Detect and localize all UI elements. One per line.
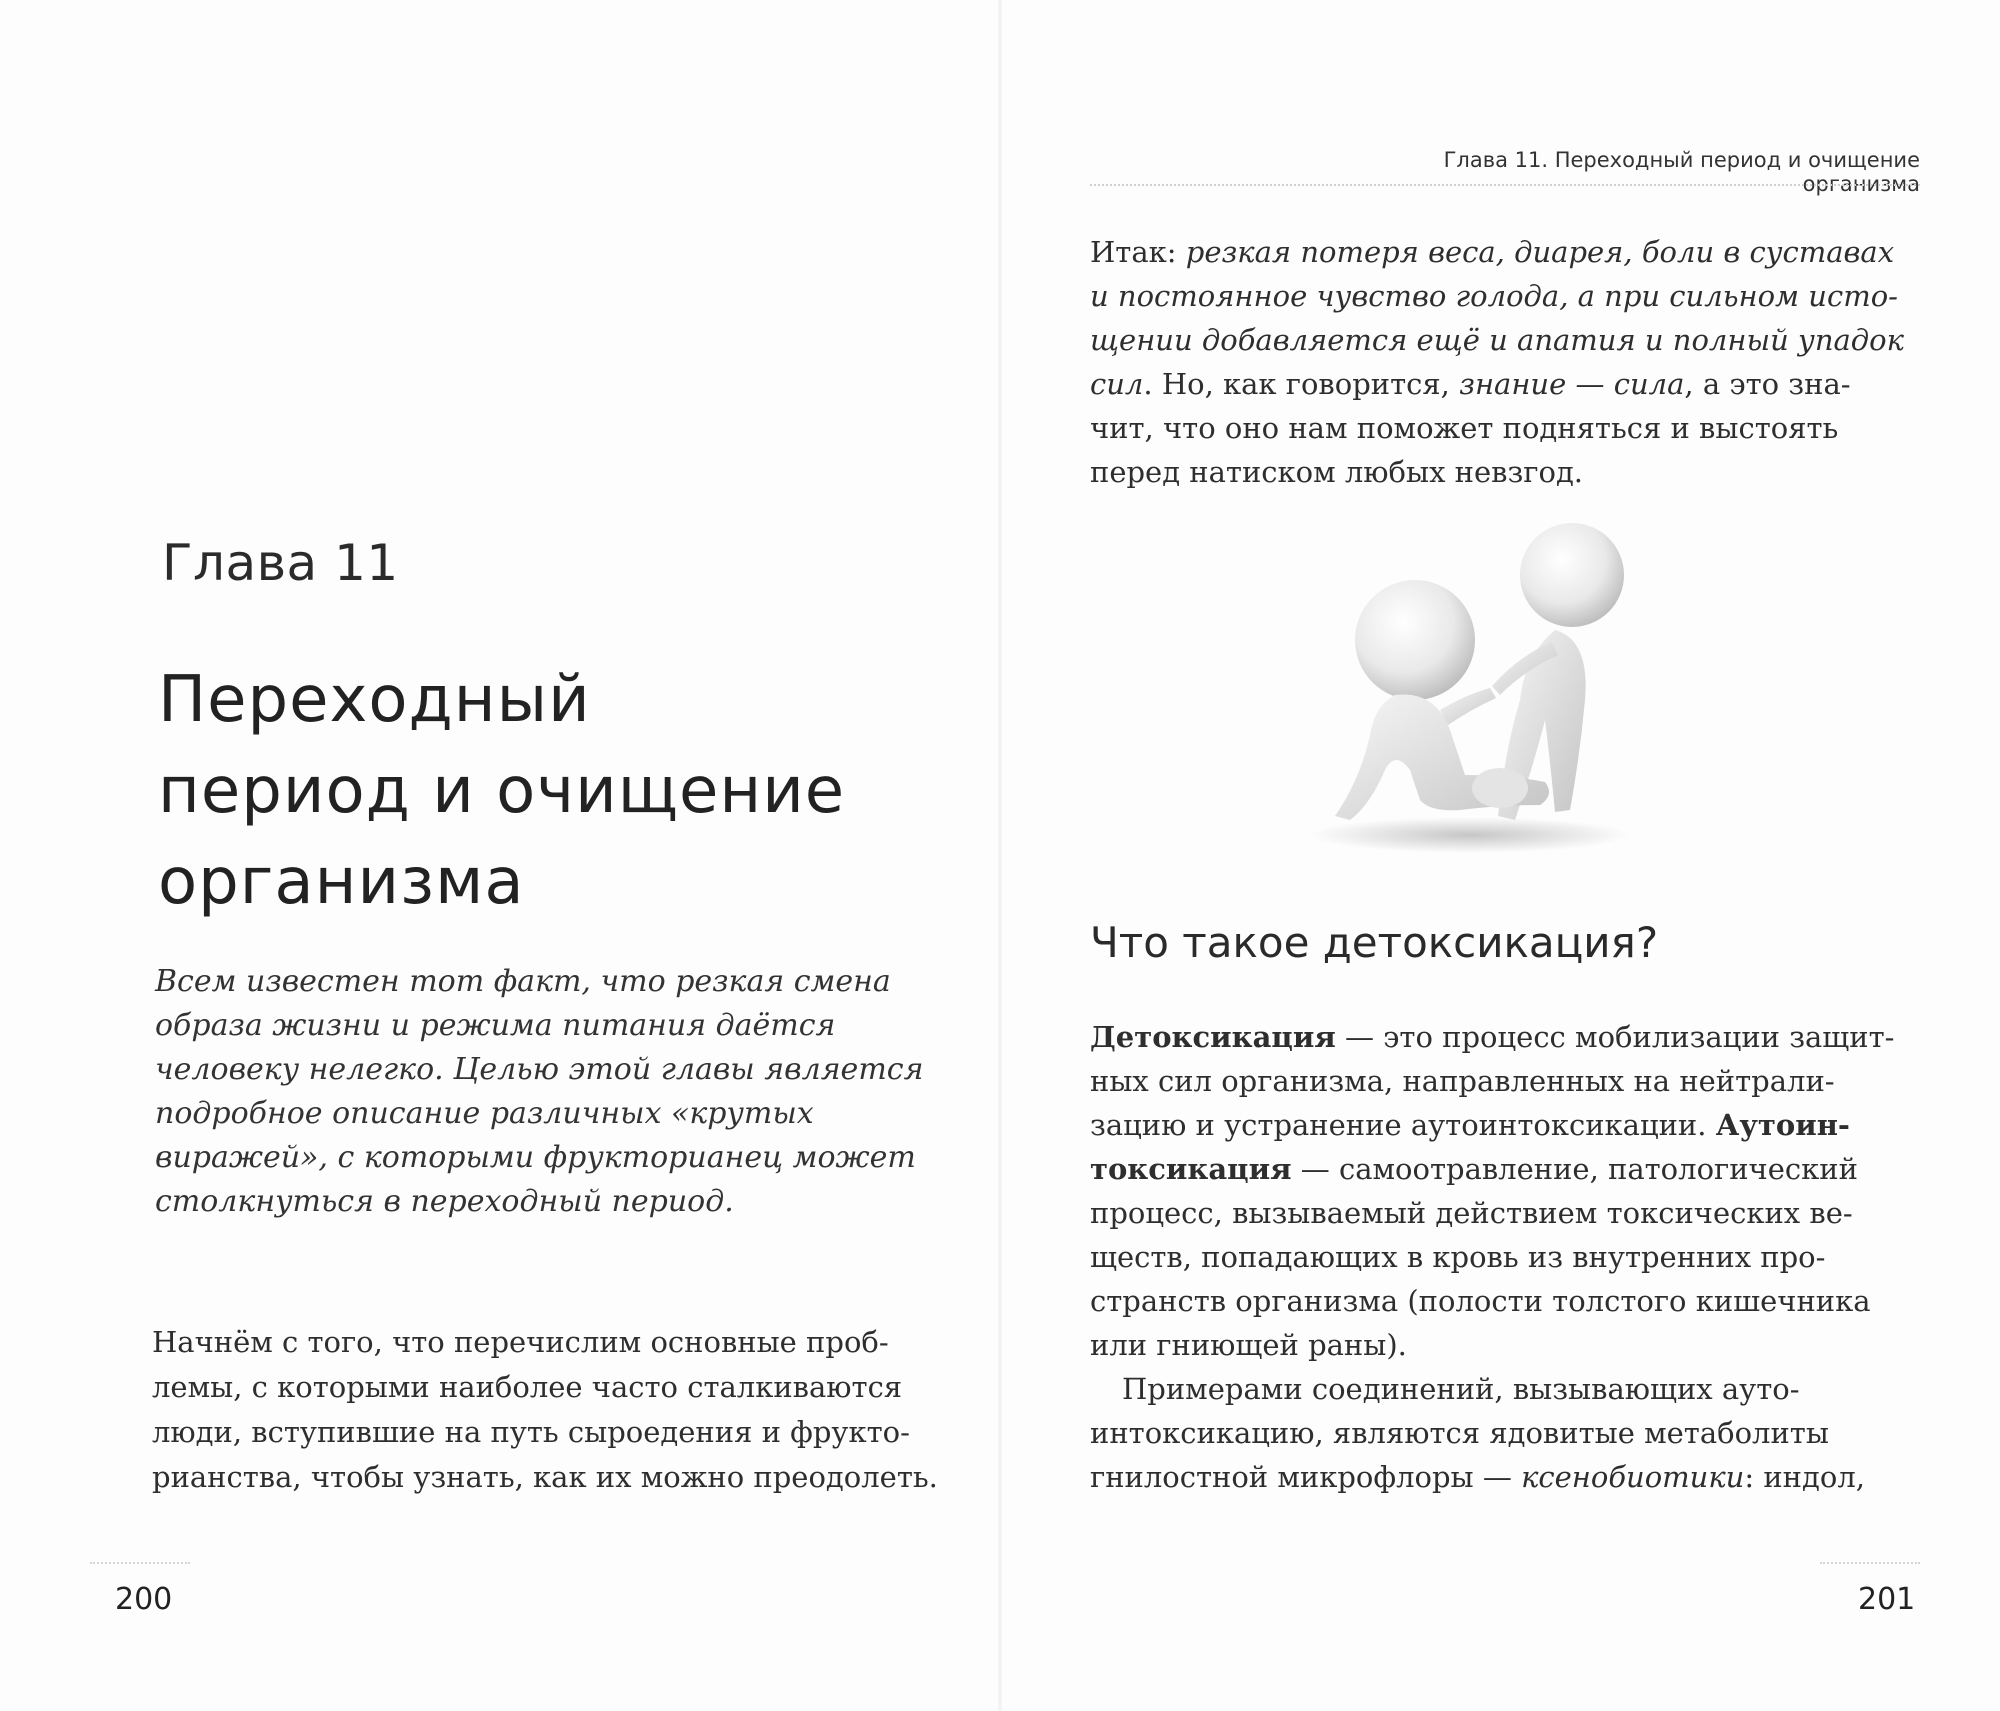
- chapter-title-line: период и очищение: [158, 754, 846, 828]
- paragraph-line: странств организма (полости толстого кишечника: [1090, 1284, 1871, 1318]
- intro-line: подробное описание различных «крутых: [155, 1096, 814, 1131]
- body-paragraph: [152, 1320, 938, 1500]
- intro-line: Всем известен тот факт, что резкая смена: [155, 964, 891, 999]
- paragraph-line: перед натиском любых невзгод.: [1090, 455, 1584, 489]
- paragraph-line: интоксикацию, являются ядовитые метаболиты: [1090, 1416, 1829, 1450]
- paragraph-line: чит, что оно нам поможет подняться и выстоять: [1090, 411, 1839, 445]
- footer-rule: [90, 1562, 190, 1564]
- paragraph-line: токсикация — самоотравление, патологический: [1090, 1152, 1858, 1186]
- paragraph-line: зацию и устранение аутоинтоксикации. Аутоин-: [1090, 1108, 1850, 1142]
- right-page: [1000, 0, 2000, 1711]
- chapter-title-line: организма: [158, 845, 525, 919]
- paragraph-line: Примерами соединений, вызывающих ауто-: [1122, 1372, 1800, 1406]
- page-number-right: 201: [1858, 1582, 1916, 1617]
- body-paragraph: [1090, 1015, 1895, 1499]
- chapter-intro: [155, 960, 924, 1224]
- paragraph-line: Итак: резкая потеря веса, диарея, боли в суставах: [1090, 235, 1895, 269]
- header-rule: [1090, 184, 1920, 186]
- chapter-title-line: Переходный: [158, 663, 591, 737]
- two-3d-figures-helping-up-icon: [1300, 520, 1640, 860]
- chapter-title: [158, 655, 858, 928]
- running-header: Глава 11. Переходный период и очищение организма: [1443, 148, 1920, 196]
- paragraph-line: рианства, чтобы узнать, как их можно преодолеть.: [152, 1460, 938, 1494]
- paragraph-line: щении добавляется ещё и апатия и полный упадок: [1090, 323, 1904, 357]
- paragraph-line: Детоксикация — это процесс мобилизации защит-: [1090, 1020, 1895, 1054]
- intro-line: столкнуться в переходный период.: [155, 1184, 734, 1219]
- footer-rule: [1820, 1562, 1920, 1564]
- paragraph-line: ществ, попадающих в кровь из внутренних про-: [1090, 1240, 1826, 1274]
- body-paragraph: [1090, 230, 1904, 494]
- paragraph-line: ных сил организма, направленных на нейтрали-: [1090, 1064, 1835, 1098]
- intro-line: виражей», с которыми фрукторианец может: [155, 1140, 916, 1175]
- paragraph-line: процесс, вызываемый действием токсических ве-: [1090, 1196, 1853, 1230]
- intro-line: образа жизни и режима питания даётся: [155, 1008, 836, 1043]
- paragraph-line: и постоянное чувство голода, а при сильном исто-: [1090, 279, 1898, 313]
- paragraph-line: Начнём с того, что перечислим основные проб-: [152, 1325, 889, 1359]
- paragraph-line: гнилостной микрофлоры — ксенобиотики: индол,: [1090, 1460, 1865, 1494]
- paragraph-line: сил. Но, как говорится, знание — сила, а это зна-: [1090, 367, 1851, 401]
- paragraph-line: лемы, с которыми наиболее часто сталкиваются: [152, 1370, 903, 1404]
- page-number-left: 200: [115, 1582, 173, 1617]
- section-heading: Что такое детоксикация?: [1090, 918, 1659, 967]
- paragraph-line: люди, вступившие на путь сыроедения и фрукто-: [152, 1415, 910, 1449]
- paragraph-line: или гниющей раны).: [1090, 1328, 1407, 1362]
- intro-line: человеку нелегко. Целью этой главы является: [155, 1052, 924, 1087]
- chapter-number: Глава 11: [162, 534, 399, 592]
